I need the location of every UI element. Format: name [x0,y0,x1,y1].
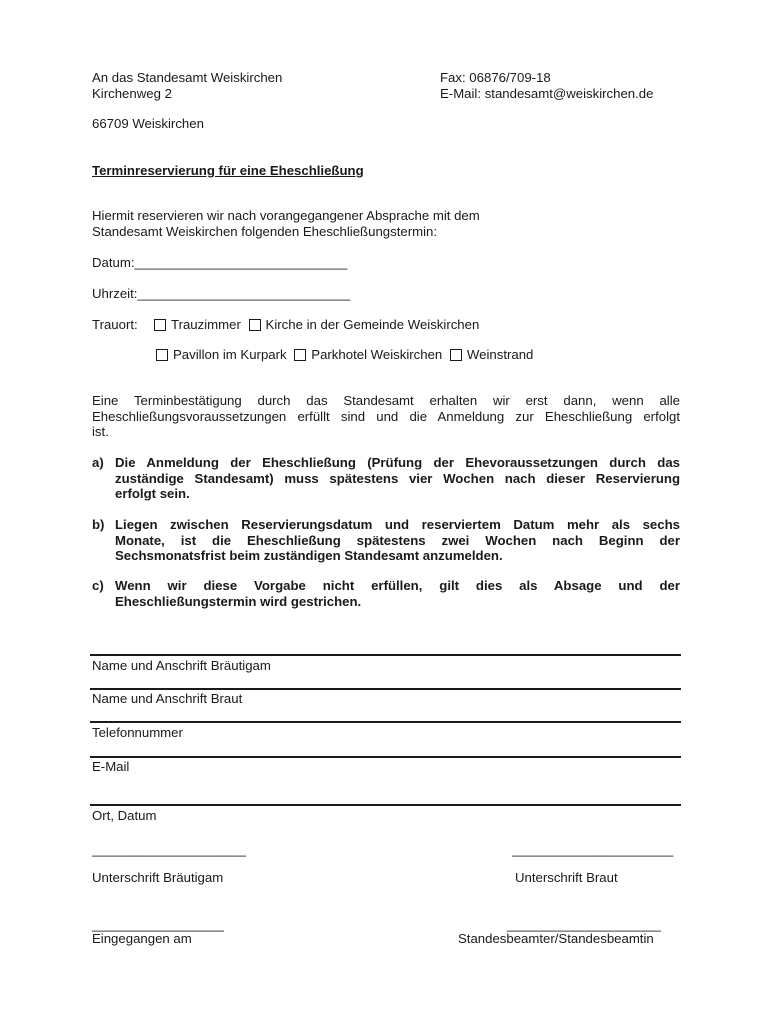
weinstrand-checkbox[interactable] [450,349,462,361]
trauzimmer-checkbox[interactable] [154,319,166,331]
phone-field-label: Telefonnummer [92,725,183,740]
trauort-row-1 [154,317,479,332]
recipient-line-3: 66709 Weiskirchen [92,116,204,131]
datum-blank: _____________________________ [134,255,348,270]
item-line: erfolgt sein. [115,486,190,502]
item-label: b) [92,517,105,532]
bride-signature-label: Unterschrift Braut [515,870,618,885]
groom-line[interactable] [90,654,681,656]
item-line: zuständige Standesamt) muss spätestens vier Wochen nach dieser Reservierung [115,470,680,486]
item-line: Monate, ist die Eheschließung spätestens zwei Wochen nach Beginn der [115,532,680,548]
email-address: E-Mail: standesamt@weiskirchen.de [440,86,654,101]
item-label: c) [92,578,104,593]
intro-line-2: Standesamt Weiskirchen folgenden Eheschließungstermin: [92,224,438,239]
groom-signature-label: Unterschrift Bräutigam [92,870,224,885]
notice-line-1: Eine Terminbestätigung durch das Standesamt erhalten wir erst dann, wenn alle [92,393,680,408]
uhrzeit-field[interactable] [92,286,350,301]
kirche-checkbox[interactable] [249,319,261,331]
pavillon-label: Pavillon im Kurpark [173,347,287,362]
item-label: a) [92,455,104,470]
pavillon-option[interactable] [156,347,287,362]
item-line: Die Anmeldung der Eheschließung (Prüfung der Ehevoraussetzungen durch das [115,455,680,470]
notice-line-2: Eheschließungsvoraussetzungen erfüllt sind und die Anmeldung zur Eheschließung erfolgt [92,409,680,424]
trauzimmer-option[interactable] [154,317,241,332]
item-line: Sechsmonatsfrist beim zuständigen Standesamt anzumelden. [115,548,503,564]
kirche-label: Kirche in der Gemeinde Weiskirchen [265,317,480,332]
notice-line-3: ist. [92,424,109,439]
received-blank[interactable]: __________________ [92,917,225,932]
weinstrand-option[interactable] [450,347,533,362]
datum-label: Datum: [92,255,135,270]
weinstrand-label: Weinstrand [466,347,534,362]
datum-field[interactable] [92,255,347,270]
groom-field-label: Name und Anschrift Bräutigam [92,658,271,673]
bride-signature-blank[interactable]: ______________________ [512,842,674,857]
phone-line[interactable] [90,721,681,723]
item-line: Eheschließungstermin wird gestrichen. [115,593,362,609]
place-date-line[interactable] [90,804,681,806]
item-line: Liegen zwischen Reservierungsdatum und reserviertem Datum mehr als sechs [115,517,680,532]
trauort-label: Trauort: [92,317,138,332]
recipient-line-1: An das Standesamt Weiskirchen [92,70,283,85]
registrar-label: Standesbeamter/Standesbeamtin [458,931,654,946]
kirche-option[interactable] [249,317,480,332]
trauzimmer-label: Trauzimmer [171,317,241,332]
document-title: Terminreservierung für eine Eheschließung [92,163,364,178]
trauort-row-2 [156,347,533,362]
received-label: Eingegangen am [92,931,192,946]
place-date-label: Ort, Datum [92,808,157,823]
parkhotel-option[interactable] [294,347,442,362]
groom-signature-blank[interactable]: _____________________ [92,842,247,857]
recipient-line-2: Kirchenweg 2 [92,86,172,101]
item-line: Wenn wir diese Vorgabe nicht erfüllen, gilt dies als Absage und der [115,578,680,593]
pavillon-checkbox[interactable] [156,349,168,361]
uhrzeit-blank: _____________________________ [137,286,351,301]
email-field-label: E-Mail [92,759,130,774]
registrar-blank[interactable]: _____________________ [507,917,662,932]
fax-number: Fax: 06876/709-18 [440,70,551,85]
email-line[interactable] [90,756,681,758]
intro-line-1: Hiermit reservieren wir nach vorangegangener Absprache mit dem [92,208,480,223]
uhrzeit-label: Uhrzeit: [92,286,138,301]
parkhotel-checkbox[interactable] [294,349,306,361]
bride-line[interactable] [90,688,681,690]
bride-field-label: Name und Anschrift Braut [92,691,243,706]
parkhotel-label: Parkhotel Weiskirchen [311,347,443,362]
